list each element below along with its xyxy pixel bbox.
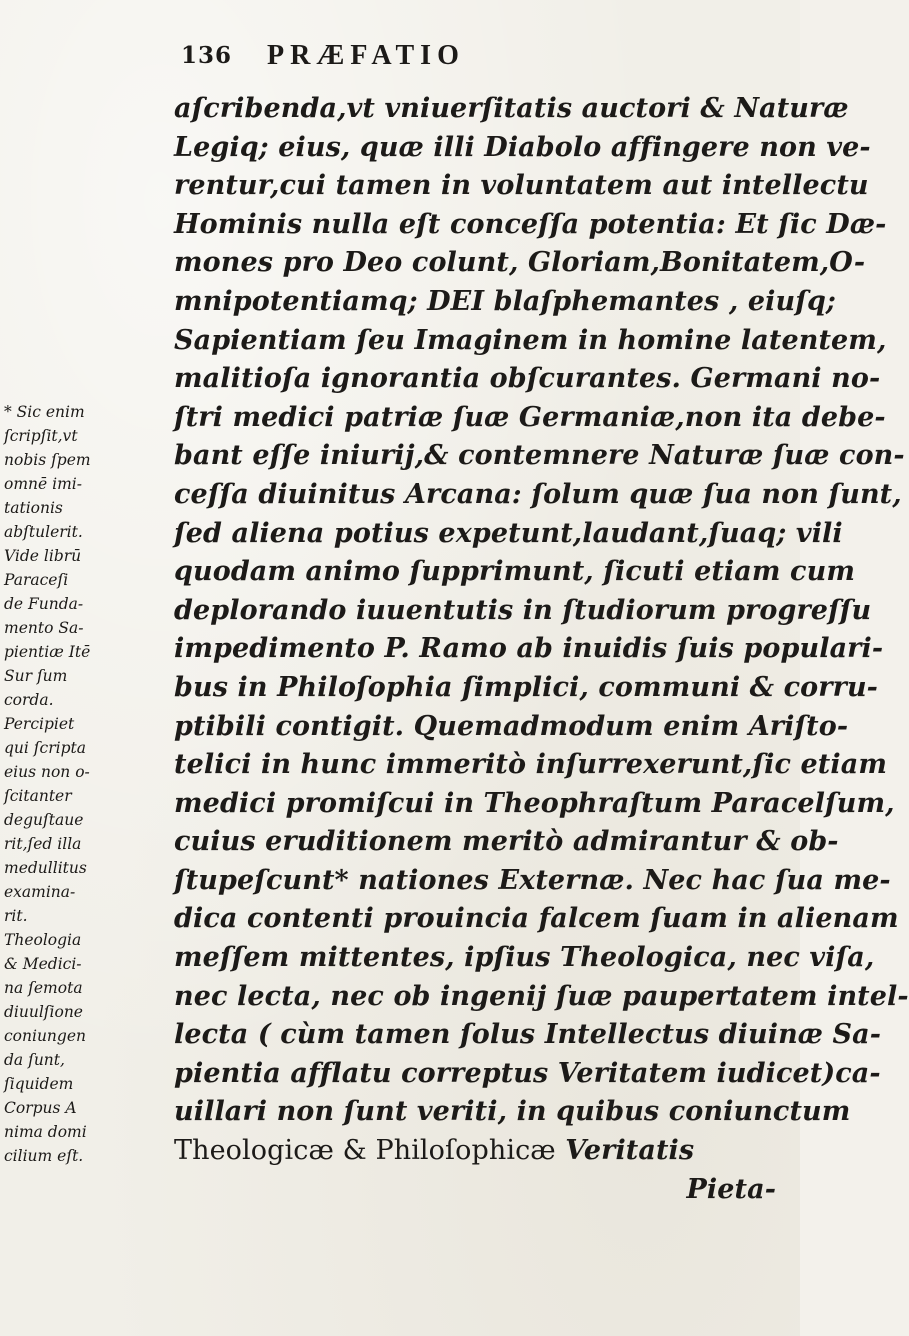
text-line: dica contenti prouincia falcem ſuam in alienam [174,903,899,935]
text-line: medici promiſcui in Theophraſtum Paracelſum, [174,787,895,819]
margin-line: nobis ſpem [4,451,91,469]
text-line: ceſſa diuinitus Arcana: ſolum quæ ſua non ſunt, [174,478,902,510]
margin-line: * Sic enim [4,403,85,421]
text-line: uillari non ſunt veriti, in quibus coniunctum [174,1096,851,1128]
margin-line: ſcripſit,vt [4,427,78,445]
margin-line: examina- [4,883,76,901]
last-line-italic: Veritatis [565,1135,695,1167]
margin-line: omnē imi- [4,475,82,493]
text-line: malitioſa ignorantia obſcurantes. Germani no- [174,363,881,395]
margin-line: cilium eſt. [4,1147,84,1165]
margin-line: tationis [4,499,63,517]
text-line: pientia afflatu correptus Veritatem iudicet)ca- [174,1057,881,1089]
text-line: ſtupeſcunt* nationes Externæ. Nec hac ſua me- [174,864,891,896]
marginal-note [4,400,174,1168]
text-line: quodam animo ſupprimunt, ſicuti etiam cum [174,556,855,588]
margin-line: coniungen [4,1027,86,1045]
text-line: ſed aliena potius expetunt,laudant,ſuaq; vili [174,517,843,549]
text-line: bant eſſe iniurij,& contemnere Naturæ ſuæ con- [174,440,905,472]
margin-line: Corpus A [4,1099,77,1117]
margin-line: mento Sa- [4,619,84,637]
text-line: Legiq; eius, quæ illi Diabolo affingere non ve- [174,131,871,163]
margin-line: eius non o- [4,763,90,781]
text-line: impedimento P. Ramo ab inuidis ſuis populari- [174,633,884,665]
margin-line: ſiquidem [4,1075,74,1093]
margin-line: Theologia [4,931,82,949]
text-line: Sapientiam ſeu Imaginem in homine latentem, [174,324,887,356]
margin-line: pientiæ Itē [4,643,91,661]
margin-line: qui ſcripta [4,739,86,757]
text-line: aſcribenda,vt vniuerſitatis auctori & Naturæ [174,93,849,124]
text-line: deplorando iuuentutis in ſtudiorum progreſſu [174,594,872,626]
page-header [181,42,641,82]
text-line: nec lecta, nec ob ingenij ſuæ paupertatem intel- [174,980,909,1012]
main-text [174,90,909,1209]
margin-line: de Funda- [4,595,84,613]
margin-line: da ſunt, [4,1051,65,1069]
text-line: ptibili contigit. Quemadmodum enim Ariſto- [174,710,849,742]
margin-line: Sur ſum [4,667,68,685]
running-head: PRÆFATIO [267,40,465,71]
text-line: meſſem mittentes, ipſius Theologica, nec viſa, [174,942,875,974]
page-number: 136 [181,42,233,69]
text-line: lecta ( cùm tamen ſolus Intellectus diuinæ Sa- [174,1019,882,1051]
text-line: mnipotentiamq; DEI blaſphemantes , eiuſq; [174,285,836,317]
margin-line: nima domi [4,1123,87,1141]
text-line: bus in Philoſophia ſimplici, communi & corru- [174,671,878,703]
catchword: Pieta- [686,1173,776,1205]
margin-line: Vide librū [4,547,82,565]
text-line: cuius eruditionem meritò admirantur & ob- [174,826,839,858]
margin-line: na ſemota [4,979,83,997]
text-line: mones pro Deo colunt, Gloriam,Bonitatem,O- [174,247,866,279]
text-line: ſtri medici patriæ ſuæ Germaniæ,non ita debe- [174,401,886,433]
text-line: rentur,cui tamen in voluntatem aut intellectu [174,170,869,202]
margin-line: ſcitanter [4,787,72,805]
margin-line: diuulſione [4,1003,83,1021]
margin-line: deguſtaue [4,811,84,829]
text-line: telici in hunc immeritò inſurrexerunt,ſic etiam [174,749,887,781]
margin-line: rit,ſed illa [4,835,82,853]
last-line-roman: Theologicæ & Philoſophicæ [174,1135,556,1167]
margin-line: corda. [4,691,54,709]
margin-line: rit. [4,907,28,925]
margin-line: Paraceſi [4,571,69,589]
margin-line: medullitus [4,859,87,877]
text-line: Hominis nulla eſt conceſſa potentia: Et ſic Dæ- [174,208,887,240]
last-text-line [174,1132,784,1171]
margin-line: abſtulerit. [4,523,83,541]
margin-line: & Medici- [4,955,82,973]
margin-line: Percipiet [4,715,75,733]
